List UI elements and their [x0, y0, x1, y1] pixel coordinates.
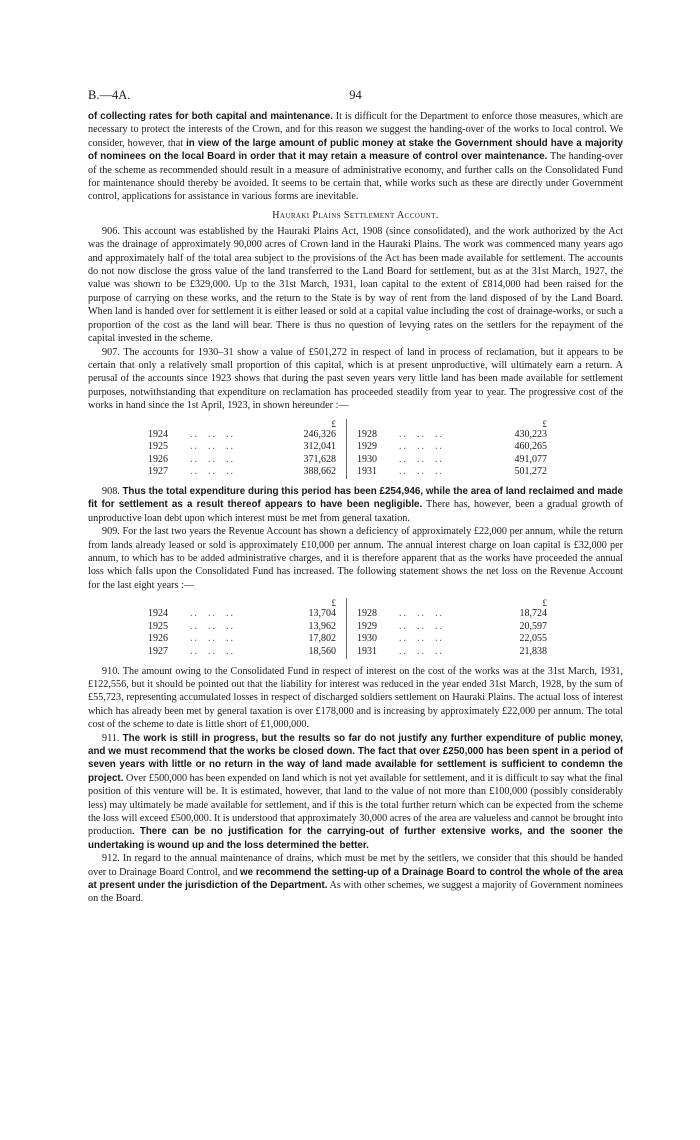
- paragraph-912: [88, 852, 623, 906]
- paragraph-912-bold: we recommend the setting-up of a Drainage Board to control the whole of the area at present under the jurisdiction of the Department.: [88, 866, 623, 892]
- value-cell: 491,077: [514, 453, 547, 465]
- year-cell: 1931: [357, 645, 377, 657]
- year-cell: 1928: [357, 608, 377, 620]
- table2-unit-right: £: [542, 598, 547, 609]
- paragraph-908: [88, 485, 623, 525]
- paragraph-908-bold: Thus the total expenditure during this period has been £254,946, while the area of land reclaimed and made fit for settlement as a result thereof appears to have been negligible.: [88, 485, 623, 511]
- table1-unit-left: £: [331, 418, 336, 429]
- table-row: 1924 .. .. .. 246,326 1928 .. .. .. 430,223: [148, 428, 547, 440]
- year-cell: 1924: [148, 428, 168, 440]
- value-cell: 13,704: [308, 608, 336, 620]
- paragraph-909: 909. For the last two years the Revenue Account has shown a deficiency of approximately £22,000 per annum, while the return from lands already leased or sold is approximately £10,000 per annum. The annual interest charge on loan capital is £32,000 per annum, to which has to be added administrative charges, and it is therefore apparent that as the works have proceeded the annual loss which falls upon the Consolidated Fund has increased. The following statement shows the net loss on the Revenue Account for the last eight years :—: [88, 526, 623, 591]
- paragraph-911-bold-1: The work is still in progress, but the results so far do not justify any further expenditure of public money, and we must recommend that the works be closed down. The fact that over £250,000 has been spent in a period of seven years with little or no return in the way of land made available for settlement is sufficient to condemn the project.: [88, 732, 624, 784]
- value-cell: 388,662: [303, 466, 336, 478]
- paragraph-906: 906. This account was established by the Hauraki Plains Act, 1908 (since consolidated), and the work authorized by the Act was the drainage of approximately 90,000 acres of Crown land in the Hauraki Plains. The work was commenced many years ago and approximately half of the total area subject to the provisions of the Act has been made available for settlement. The accounts do not now disclose the gross value of the land transferred to the Land Board for settlement, but as at the 31st March, 1927, the value was shown to be £329,000. Up to the 31st March, 1931, loan capital to the extent of £814,000 had been raised for the purpose of carrying on these works, and the return to the State is by way of rent from the land disposed of by the Land Board. When land is handed over for settlement it is either leased or sold at a capital value including the cost of drainage-works, or such a proportion of the cost as the land will bear. There is thus no question of levying rates on the settlers for the repayment of the capital invested in the scheme.: [88, 225, 623, 345]
- table-row: 1927 .. .. .. 18,560 1931 .. .. .. 21,838: [148, 645, 547, 657]
- value-cell: 430,223: [514, 428, 547, 440]
- value-cell: 371,628: [303, 453, 336, 465]
- intro-bold-2: in view of the large amount of public money at stake the Government should have a majority of nominees on the local Board in order that it may retain a measure of control over maintenance.: [88, 137, 623, 163]
- value-cell: 18,724: [519, 608, 547, 620]
- year-cell: 1929: [357, 441, 377, 453]
- intro-bold-1: of collecting rates for both capital and maintenance.: [88, 111, 333, 122]
- year-cell: 1929: [357, 620, 377, 632]
- paragraph-911-text: Over £500,000 has been expended on land which is not yet available for settlement, and it is difficult to say what the final position of this venture will be. It is estimated, however, that land to the value of not more than £100,000 (possibly considerably less) may ultimately be made available for settlement, and if this is the total further return which can be expected from the scheme the loss will exceed £500,000. It is understood that approximately 30,000 acres of the area are valueless and cannot be brought into production.: [88, 772, 623, 838]
- intro-paragraph: [88, 110, 623, 204]
- page-number: 94: [349, 88, 362, 102]
- paragraph-912-number: 912.: [102, 853, 123, 865]
- paragraph-908-number: 908.: [102, 485, 123, 497]
- value-cell: 17,802: [308, 633, 336, 645]
- table-row: 1927 .. .. .. 388,662 1931 .. .. .. 501,272: [148, 466, 547, 478]
- progressive-cost-table: [148, 419, 547, 479]
- year-cell: 1924: [148, 608, 168, 620]
- table-row: 1926 .. .. .. 17,802 1930 .. .. .. 22,055: [148, 633, 547, 645]
- paragraph-911-bold-2: There can be no justification for the carrying-out of further extensive works, and the sooner the undertaking is wound up and the loss determined the better.: [88, 826, 624, 851]
- table-row: 1925 .. .. .. 13,962 1929 .. .. .. 20,597: [148, 620, 547, 632]
- section-title: Hauraki Plains Settlement Account.: [272, 209, 439, 221]
- paragraph-907: 907. The accounts for 1930–31 show a value of £501,272 in respect of land in process of reclamation, but it appears to be certain that only a relatively small proportion of this capital, which is at present unproductive, will ultimately earn a return. A perusal of the accounts since 1923 shows that during the past seven years very little land has been made available for settlement purposes, notwithstanding that expenditure on reclamation has proceeded steadily from year to year. The progressive cost of the works in hand since the 1st April, 1923, in shown hereunder :—: [88, 346, 623, 412]
- year-cell: 1926: [148, 453, 168, 465]
- year-cell: 1928: [357, 428, 377, 440]
- table-row: 1924 .. .. .. 13,704 1928 .. .. .. 18,724: [148, 608, 547, 620]
- year-cell: 1931: [357, 466, 377, 478]
- value-cell: 22,055: [519, 633, 547, 645]
- year-cell: 1926: [148, 633, 168, 645]
- intro-text-1: It is difficult for the Department to enforce those measures, which are necessary to protect the interests of the Crown, and for this reason we suggest the handing-over of the works to local control. We consider, however, that: [88, 111, 623, 149]
- value-cell: 246,326: [303, 428, 336, 440]
- year-cell: 1930: [357, 633, 377, 645]
- table2-unit-left: £: [331, 598, 336, 609]
- value-cell: 501,272: [514, 466, 547, 478]
- intro-text-2: The handing-over of the scheme as recommended should result in a measure of administrative economy, and further calls on the Consolidated Fund for maintenance should thereby be avoided. It seems to be certain that, while works such as these are directly under Government control, applications for assistance in various forms are inevitable.: [88, 151, 623, 203]
- value-cell: 460,265: [514, 441, 547, 453]
- table-row: 1926 .. .. .. 371,628 1930 .. .. .. 491,077: [148, 453, 547, 465]
- year-cell: 1925: [148, 620, 168, 632]
- value-cell: 18,560: [308, 645, 336, 657]
- paragraph-912-text-1: In regard to the annual maintenance of drains, which must be met by the settlers, we consider that this should be handed over to Drainage Board Control, and: [88, 853, 623, 878]
- paragraph-911-number: 911.: [102, 732, 123, 744]
- value-cell: 21,838: [519, 645, 547, 657]
- value-cell: 20,597: [519, 620, 547, 632]
- revenue-loss-table: [148, 598, 547, 658]
- paragraph-912-text-2: As with other schemes, we suggest a majority of Government nominees on the Board.: [88, 880, 623, 905]
- report-reference: B.—4A.: [88, 88, 131, 102]
- document-page: [88, 88, 623, 906]
- year-cell: 1925: [148, 441, 168, 453]
- year-cell: 1927: [148, 645, 168, 657]
- paragraph-908-text: There has, however, been a gradual growth of unproductive loan debt upon which interest must be met from general taxation.: [88, 499, 623, 524]
- paragraph-910: 910. The amount owing to the Consolidated Fund in respect of interest on the cost of the works was at the 31st March, 1931, £122,556, but it should be pointed out that the liability for interest was reduced in the year ended 31st March, 1928, by the sum of £55,723, representing accumulated losses in respect of discharged soldiers settlement on Hauraki Plains. The actual loss of interest which has already been met by general taxation is over £178,000 and is increasing by approximately £22,000 per annum. The total cost of the scheme to date is little short of £1,000,000.: [88, 665, 623, 731]
- value-cell: 13,962: [308, 620, 336, 632]
- year-cell: 1927: [148, 466, 168, 478]
- value-cell: 312,041: [303, 441, 336, 453]
- page-header: [88, 88, 623, 110]
- section-heading: [88, 210, 623, 221]
- paragraph-911: [88, 732, 623, 853]
- year-cell: 1930: [357, 453, 377, 465]
- table-row: 1925 .. .. .. 312,041 1929 .. .. .. 460,265: [148, 441, 547, 453]
- table1-unit-right: £: [542, 418, 547, 429]
